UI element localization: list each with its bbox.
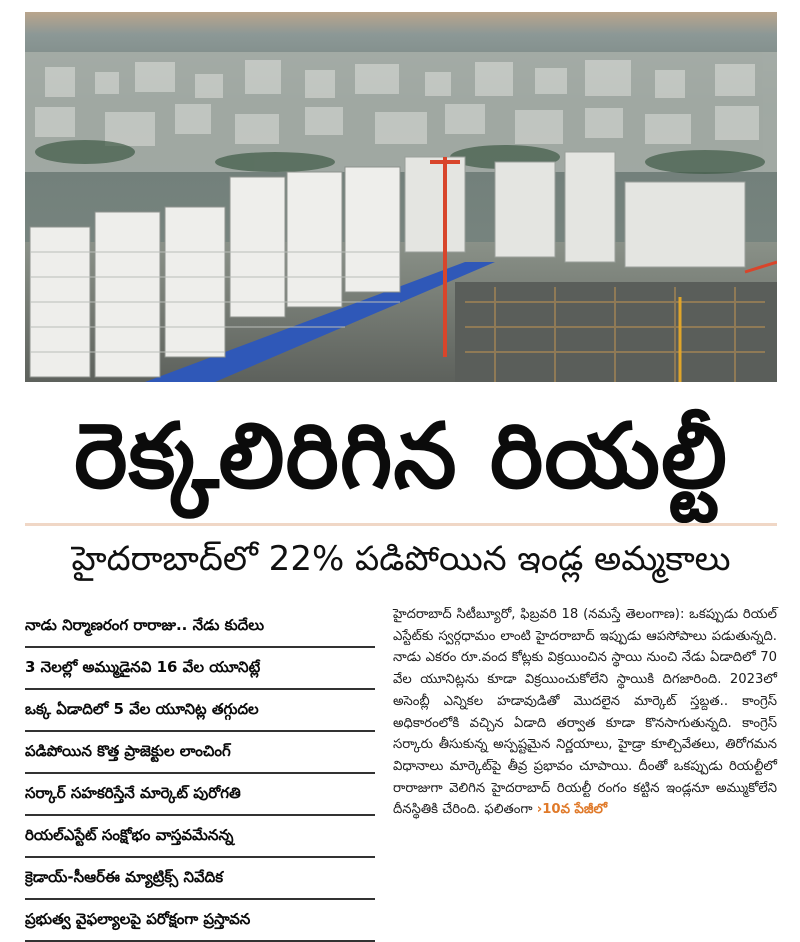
- headline: రెక్కలిరిగిన రియల్టీ: [74, 404, 728, 509]
- city-skyline-photo: [25, 12, 777, 382]
- continued-on-page-link: ›10వ పేజీలో: [536, 802, 608, 818]
- subheadline: హైదరాబాద్‌లో 22% పడిపోయిన ఇండ్ల అమ్మకాలు: [71, 539, 731, 579]
- highlight-item: క్రెడాయ్-సీఆర్ఈ మ్యాట్రిక్స్ నివేదిక: [25, 858, 375, 900]
- highlights-list: [25, 606, 375, 942]
- highlight-item: ప్రభుత్వ వైఫల్యాలపై పరోక్షంగా ప్రస్తావన: [25, 900, 375, 942]
- article-text: హైదరాబాద్ సిటీబ్యూరో, ఫిబ్రవరి 18 (నమస్తే తెలంగాణ): ఒకప్పుడు రియల్ ఎస్టేట్‌కు స్వర్గధామం లాంటి హైదరాబాద్ ఇప్పుడు ఆపసోపాలు పడుతున్నది. నాడు ఎకరం రూ.వంద కోట్లకు విక్రయించిన స్థాయి నుంచి నేడు ఏడాదిలో 70 వేల యూనిట్లను కూడా విక్రయించుకోలేని స్థాయికి దిగజారింది. 2023లో అసెంబ్లీ ఎన్నికల హడావుడితో మొదలైన మార్కెట్ స్తబ్దత.. కాంగ్రెస్ అధికారంలోకి వచ్చిన ఏడాది తర్వాత కూడా కొనసాగుతున్నది. కాంగ్రెస్ సర్కారు తీసుకున్న అస్పష్టమైన నిర్ణయాలు, హైడ్రా కూల్చివేతలు, తిరోగమన విధానాలు మార్కెట్‌పై తీవ్ర ప్రభావం చూపాయి. దీంతో ఒకప్పుడు రియల్టీలో రారాజుగా వెలిగిన హైదరాబాద్ రియల్టీ రంగం కట్టిన ఇండ్లనూ అమ్ముకోలేని దీనస్థితికి చేరింది. ఫలితంగా: [393, 607, 777, 818]
- article-body: [393, 604, 777, 874]
- highlight-item: 3 నెలల్లో అమ్ముడైనవి 16 వేల యూనిట్లే: [25, 648, 375, 690]
- skyline-illustration: [25, 12, 777, 382]
- divider: [25, 523, 777, 526]
- highlight-item: రియల్‌ఎస్టేట్ సంక్షోభం వాస్తవమేనన్న: [25, 816, 375, 858]
- highlight-item: సర్కార్ సహకరిస్తేనే మార్కెట్ పురోగతి: [25, 774, 375, 816]
- highlight-item: నాడు నిర్మాణరంగ రారాజు.. నేడు కుదేలు: [25, 606, 375, 648]
- highlight-item: పడిపోయిన కొత్త ప్రాజెక్టుల లాంచింగ్: [25, 732, 375, 774]
- highlight-item: ఒక్క ఏడాదిలో 5 వేల యూనిట్ల తగ్గుదల: [25, 690, 375, 732]
